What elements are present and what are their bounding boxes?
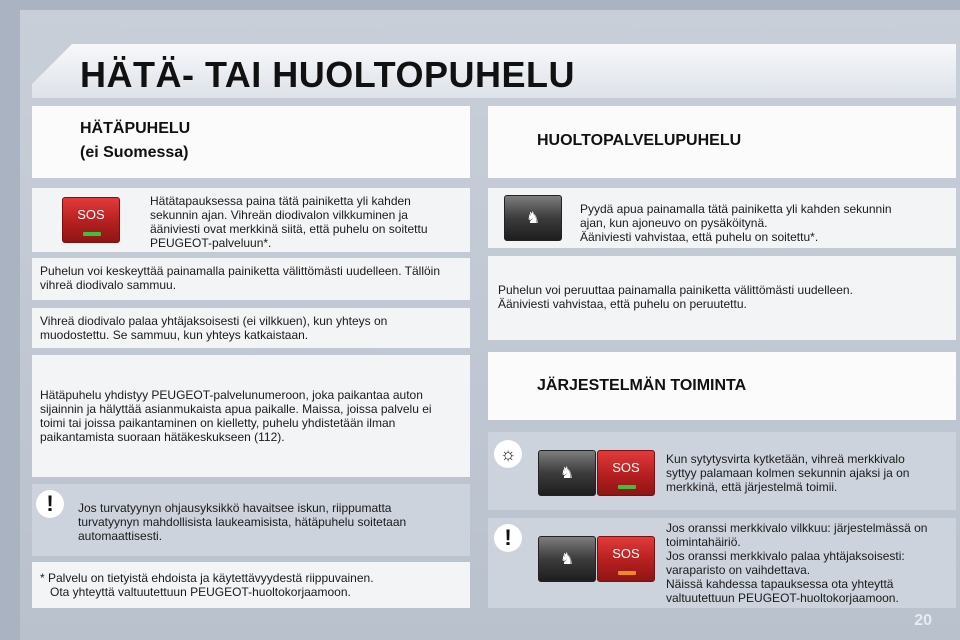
page-number: 20 xyxy=(914,612,932,629)
orange-led-icon xyxy=(618,571,636,575)
ignition-icon: ☼ xyxy=(494,440,522,468)
sos-press-text: Hätätapauksessa paina tätä painiketta yli kahden sekunnin ajan. Vihreän diodivalon vilkkuminen ja ääniviesti ovat merkkinä siitä, että puhelu on soitettu PEUGEOT-palveluun*. xyxy=(150,194,428,250)
peugeot-lion-icon: ♞ xyxy=(559,465,575,482)
green-led-icon xyxy=(618,485,636,489)
cancel-text: Puhelun voi keskeyttää painamalla painiketta välittömästi uudelleen. Tällöin vihreä diodivalo sammuu. xyxy=(40,264,441,292)
connect-text: Hätäpuhelu yhdistyy PEUGEOT-palvelunumeroon, joka paikantaa auton sijainnin ja hälyttää asianmukaista apua paikalle. Maissa, joissa palvelu ei toimi tai joissa paikantaminen on kielletty, puhelu yhdistetään ilman paikantamista suoraan hätäkeskukseen (112). xyxy=(40,388,432,444)
assistance-button-status xyxy=(538,450,596,496)
sos-button-status xyxy=(597,450,655,496)
assistance-button-fault xyxy=(538,536,596,582)
green-led-icon xyxy=(83,232,101,236)
assistance-press-text-2: Ääniviesti vahvistaa, että puhelu on soitettu*. xyxy=(580,230,819,244)
orange-led-text-1: Jos oranssi merkkivalo vilkkuu: järjestelmässä on toimintahäiriö. xyxy=(666,521,928,549)
emergency-heading: HÄTÄPUHELU xyxy=(80,120,191,137)
peugeot-lion-icon: ♞ xyxy=(525,210,541,227)
sos-button-label: SOS xyxy=(612,546,640,561)
system-heading: JÄRJESTELMÄN TOIMINTA xyxy=(537,377,747,394)
peugeot-lion-icon: ♞ xyxy=(559,551,575,568)
sos-button-label: SOS xyxy=(612,460,640,475)
sos-button[interactable] xyxy=(62,197,120,243)
page-title: HÄTÄ- TAI HUOLTOPUHELU xyxy=(80,54,575,95)
assistance-button[interactable] xyxy=(504,195,562,241)
sos-button-fault xyxy=(597,536,655,582)
ignition-text: Kun sytytysvirta kytketään, vihreä merkkivalo syttyy palamaan kolmen sekunnin ajaksi ja on merkkinä, että järjestelmä toimii. xyxy=(666,452,910,494)
emergency-subheading: (ei Suomessa) xyxy=(80,144,189,161)
warning-icon: ! xyxy=(494,524,522,552)
assistance-heading: HUOLTOPALVELUPUHELU xyxy=(537,132,742,149)
left-heading-box xyxy=(32,106,470,178)
assistance-cancel-text: Puhelun voi peruuttaa painamalla painiketta välittömästi uudelleen. xyxy=(498,283,853,297)
footnote-line-1: * Palvelu on tietyistä ehdoista ja käytettävyydestä riippuvainen. xyxy=(40,571,374,585)
footnote-line-2: Ota yhteyttä valtuutettuun PEUGEOT-huoltokorjaamoon. xyxy=(50,585,351,599)
warning-icon: ! xyxy=(36,490,64,518)
orange-led-text-3: Näissä kahdessa tapauksessa ota yhteyttä valtuutettuun PEUGEOT-huoltokorjaamoon. xyxy=(666,577,899,605)
sos-button-label: SOS xyxy=(77,207,105,222)
assistance-press-text: Pyydä apua painamalla tätä painiketta yli kahden sekunnin ajan, kun ajoneuvo on pysäköitynä. xyxy=(580,202,892,230)
airbag-warning-text: Jos turvatyynyn ohjausyksikkö havaitsee iskun, riippumatta turvatyynyn mahdollisista laukeamisista, hätäpuhelu soitetaan automaattisesti. xyxy=(78,501,407,543)
green-led-text: Vihreä diodivalo palaa yhtäjaksoisesti (ei vilkkuen), kun yhteys on muodostettu. Se sammuu, kun yhteys katkaistaan. xyxy=(40,314,388,342)
orange-led-text-2: Jos oranssi merkkivalo palaa yhtäjaksoisesti: varaparisto on vaihdettava. xyxy=(666,549,905,577)
assistance-cancel-text-2: Ääniviesti vahvistaa, että puhelu on peruutettu. xyxy=(498,297,747,311)
